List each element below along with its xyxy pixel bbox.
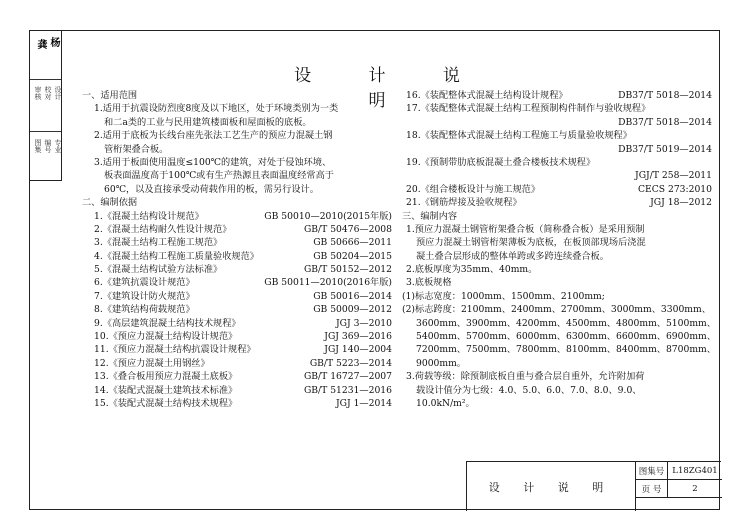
strip-cell-1: 审核 xyxy=(34,86,42,100)
text-line: 1.适用于抗震设防烈度8度及以下地区，处于环境类别为一类 xyxy=(94,103,339,115)
text-line: 和二a类的工业与民用建筑楼面板和屋面板的底板。 xyxy=(104,116,312,128)
standard-row xyxy=(82,384,392,397)
standard-code: GB/T 50476—2008 xyxy=(303,223,392,235)
text-line: 3.荷载等级：除预制底板自重与叠合层自重外，允许附加荷 xyxy=(406,371,645,383)
page-label: 页 号 xyxy=(636,480,668,498)
standard-code: GB/T 50152—2012 xyxy=(303,264,392,276)
standard-code: DB37/T 5018—2014 xyxy=(618,90,712,101)
standard-name: 19.《预制带肋底板混凝土叠合楼板技术规程》 xyxy=(406,156,596,168)
standard-row xyxy=(402,196,712,209)
section-heading: 三、编制内容 xyxy=(402,210,458,222)
strip-cell-3: 设计 xyxy=(54,86,62,100)
standard-code: CECS 273:2010 xyxy=(638,183,712,195)
standard-name: 12.《预应力混凝土用钢丝》 xyxy=(94,357,210,369)
standard-name: 6.《建筑抗震设计规范》 xyxy=(94,277,195,289)
page-number: 2 xyxy=(668,480,722,498)
standard-name: 16.《装配整体式混凝土结构设计规程》 xyxy=(406,90,568,101)
standard-row xyxy=(82,236,392,249)
text-line: 10.0kN/m²。 xyxy=(416,397,475,409)
standard-row xyxy=(82,330,392,343)
standard-row xyxy=(402,183,712,196)
text-line: 板表面温度高于100℃或有生产热源且表面温度经常高于 xyxy=(104,170,334,182)
drawing-title: 设 计 说 明 xyxy=(467,462,636,511)
standard-code: GB 50016—2014 xyxy=(313,290,392,302)
standard-code: GB/T 16727—2007 xyxy=(303,371,392,383)
margin-strip xyxy=(30,31,62,181)
standard-row xyxy=(82,290,392,303)
standard-row xyxy=(402,156,712,169)
text-line: 预应力混凝土钢管桁架薄板为底板，在板顶部现场后浇混 xyxy=(416,237,646,249)
standard-row xyxy=(82,276,392,289)
standard-row xyxy=(402,116,712,129)
standard-name: 7.《建筑设计防火规范》 xyxy=(94,290,195,302)
standard-row xyxy=(82,317,392,330)
standard-code: GB/T 5223—2014 xyxy=(309,357,392,369)
standard-code: GB 50009—2012 xyxy=(313,304,392,316)
standard-code: GB/T 51231—2016 xyxy=(303,384,392,396)
standard-row xyxy=(402,169,712,182)
text-line: 5400mm、5700mm、6000mm、6300mm、6600mm、6900mm、 xyxy=(416,331,716,343)
standard-name: 9.《高层建筑混凝土结构技术规程》 xyxy=(94,317,241,329)
text-line: 60℃，以及直接承受动荷载作用的板，需另行设计。 xyxy=(104,183,319,195)
text-line: 2.底板厚度为35mm、40mm。 xyxy=(406,264,538,276)
text-line: 9000mm。 xyxy=(416,357,466,369)
title-block xyxy=(466,461,721,511)
strip-cell-6: 专业 xyxy=(54,139,62,153)
strip-divider xyxy=(30,79,61,80)
standard-row xyxy=(402,143,712,156)
standard-code: JGJ 369—2016 xyxy=(324,331,392,343)
standard-code: GB 50666—2011 xyxy=(313,237,392,249)
text-line: 3.适用于板面使用温度≤100℃的建筑，对处于侵蚀环境、 xyxy=(94,156,332,168)
standard-name: 1.《混凝土结构设计规范》 xyxy=(94,210,204,222)
standard-name: 8.《建筑结构荷载规范》 xyxy=(94,304,195,316)
standard-name: 13.《叠合板用预应力混凝土底板》 xyxy=(94,371,238,383)
strip-divider xyxy=(30,131,61,132)
standard-code: JGJ 18—2012 xyxy=(650,197,712,209)
page-title: 设 计 说 明 xyxy=(294,66,486,111)
left-column xyxy=(82,89,392,410)
standard-row xyxy=(402,89,712,102)
text-line: 凝土叠合层形成的整体单跨或多跨连续叠合板。 xyxy=(416,250,609,262)
standard-name: 18.《装配整体式混凝土结构工程施工与质量验收规程》 xyxy=(406,130,632,142)
text-line: 3600mm、3900mm、4200mm、4500mm、4800mm、5100mm、 xyxy=(416,317,716,329)
standard-code: JGJ/T 258—2011 xyxy=(635,170,712,182)
standard-row xyxy=(82,303,392,316)
standard-row xyxy=(402,129,712,142)
standard-name: 2.《混凝土结构耐久性设计规范》 xyxy=(94,223,232,235)
standard-name: 3.《混凝土结构工程施工规范》 xyxy=(94,237,223,249)
standard-row xyxy=(82,250,392,263)
right-column xyxy=(402,89,716,410)
section-heading: 一、适用范围 xyxy=(82,90,138,101)
standard-name: 11.《预应力混凝土结构抗震设计规程》 xyxy=(94,344,256,356)
standard-code: GB 50204—2015 xyxy=(313,250,392,262)
atlas-number: L18ZG401 xyxy=(668,462,722,480)
standard-name: 15.《装配式混凝土结构技术规程》 xyxy=(94,397,238,409)
section-heading: 二、编制依据 xyxy=(82,197,138,209)
standard-code: GB 50010—2010(2015年版) xyxy=(264,210,392,222)
signature-2: 杨 xyxy=(48,37,59,46)
standard-name: 17.《装配整体式混凝土结构工程预制构件制作与验收规程》 xyxy=(406,103,651,115)
standard-name: 5.《混凝土结构试验方法标准》 xyxy=(94,264,223,276)
drawing-sheet xyxy=(29,30,720,510)
standard-code: GB 50011—2010(2016年版) xyxy=(264,277,392,289)
strip-cell-4: 图集 xyxy=(34,139,42,153)
strip-cell-2: 校对 xyxy=(44,86,52,100)
signature-1: 龚 xyxy=(35,39,46,48)
standard-name: 4.《混凝土结构工程施工质量验收规范》 xyxy=(94,250,259,262)
standard-code: DB37/T 5019—2014 xyxy=(618,143,712,155)
standard-row xyxy=(82,397,392,410)
standard-name: 21.《钢筋焊接及验收规程》 xyxy=(406,197,522,209)
atlas-label: 图集号 xyxy=(636,462,668,480)
standard-row xyxy=(82,357,392,370)
standard-row xyxy=(82,210,392,223)
text-line: 1.预应力混凝土钢管桁架叠合板（简称叠合板）是采用预制 xyxy=(406,223,645,235)
text-line: (2)标志跨度：2100mm、2400mm、2700mm、3000mm、3300mm、 xyxy=(402,304,711,316)
text-line: 2.适用于底板为长线台座先张法工艺生产的预应力混凝土钢 xyxy=(94,130,333,142)
standard-row xyxy=(82,263,392,276)
standard-code: JGJ 1—2014 xyxy=(335,397,392,409)
standard-row xyxy=(82,370,392,383)
standard-code: DB37/T 5018—2014 xyxy=(618,116,712,128)
standard-code: JGJ 140—2004 xyxy=(324,344,392,356)
standard-name: 20.《组合楼板设计与施工规范》 xyxy=(406,183,541,195)
text-line: 载设计值分为七级：4.0、5.0、6.0、7.0、8.0、9.0、 xyxy=(416,384,642,396)
text-line: 3.底板规格 xyxy=(406,277,452,289)
standard-row xyxy=(82,223,392,236)
standard-row xyxy=(402,102,712,115)
strip-cell-5: 编号 xyxy=(44,139,52,153)
standard-row xyxy=(82,343,392,356)
standard-name: 10.《预应力混凝土结构设计规范》 xyxy=(94,331,238,343)
text-line: 管桁架叠合板。 xyxy=(104,143,169,155)
standard-name: 14.《装配式混凝土建筑技术标准》 xyxy=(94,384,238,396)
standard-code: JGJ 3—2010 xyxy=(335,317,392,329)
text-line: 7200mm、7500mm、7800mm、8100mm、8400mm、8700mm、 xyxy=(416,344,716,356)
text-line: (1)标志宽度：1000mm、1500mm、2100mm; xyxy=(402,290,605,302)
